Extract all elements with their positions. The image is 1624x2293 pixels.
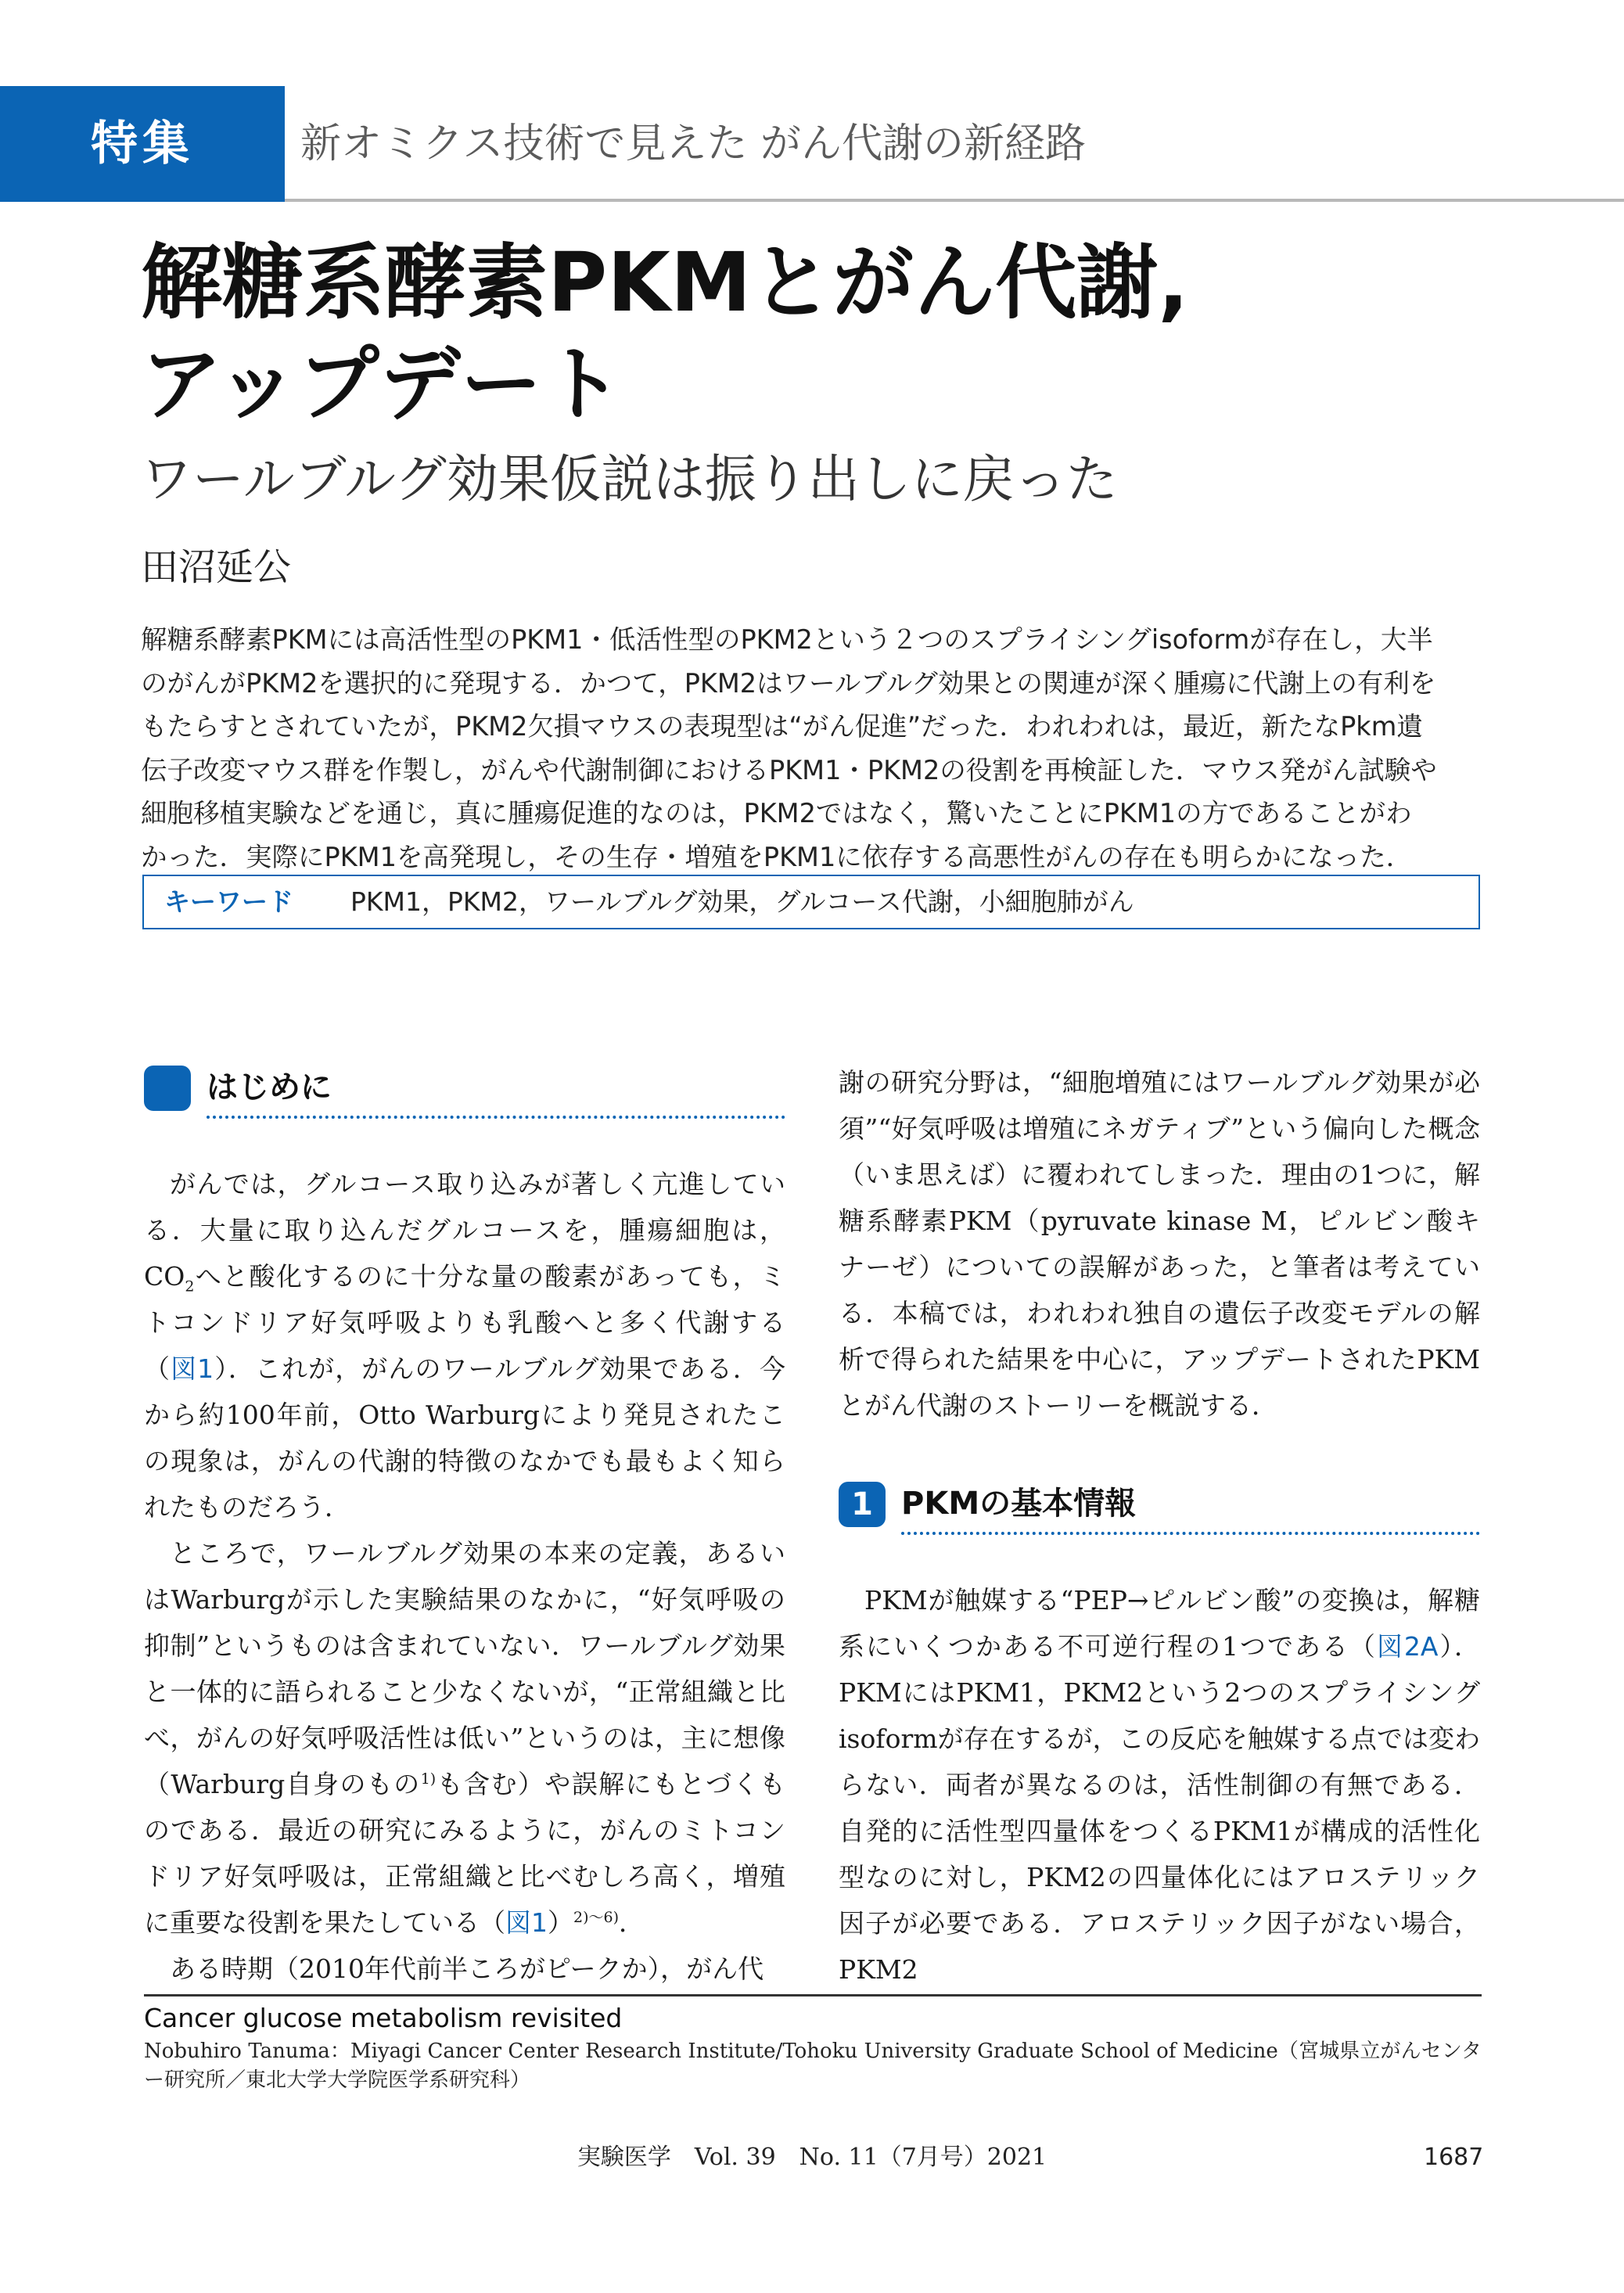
section-title-1: PKMの基本情報 — [901, 1486, 1137, 1522]
keywords-text: PKM1，PKM2，ワールブルグ効果，グルコース代謝，小細胞肺がん — [350, 886, 1134, 917]
text-run: PKMが触媒する“PEP→ピルビン酸”の変換は，解糖系にいくつかある不可逆行程の1つである（ — [839, 1585, 1480, 1662]
abstract-line: 細胞移植実験などを通じ，真に腫瘍促進的なのは，PKM2ではなく，驚いたことにPKM1の方であることがわ — [141, 798, 1412, 828]
article-title — [141, 232, 1518, 435]
section-spacer — [839, 1429, 1480, 1475]
intro-paragraph-3: ある時期（2010年代前半ころがピークか），がん代 — [170, 1953, 764, 1984]
right-column — [839, 1059, 1480, 1993]
feature-tag: 特集 — [0, 86, 285, 202]
footer-divider — [144, 1994, 1482, 1996]
section-dotted-rule — [901, 1532, 1480, 1535]
abstract — [141, 618, 1485, 879]
feature-divider — [285, 199, 1624, 202]
page-number: 1687 — [1424, 2144, 1484, 2171]
abstract-line: かった．実際にPKM1を高発現し，その生存・増殖をPKM1に依存する高悪性がんの存在も明らかになった． — [141, 841, 1413, 872]
figure-1-link[interactable]: 図1 — [505, 1907, 548, 1938]
citation-ref[interactable]: 1) — [420, 1770, 437, 1788]
abstract-line: 解糖系酵素PKMには高活性型のPKM1・低活性型のPKM2という２つのスプライシングisoformが存在し，大半 — [141, 624, 1433, 655]
citation-ref[interactable]: 2)～6) — [573, 1909, 620, 1926]
article-title-line-1: 解糖系酵素PKMとがん代謝, — [141, 235, 1189, 330]
text-run: ） — [548, 1907, 573, 1938]
section-heading-1 — [839, 1475, 1480, 1543]
intro-paragraph-2 — [144, 1530, 785, 1946]
author-affiliation: Nobuhiro Tanuma：Miyagi Cancer Center Research Institute/Tohoku University Graduate School of Medicine（宮城県立がんセンター研究所／東北大学大学院医学系研究科） — [144, 2040, 1482, 2092]
text-run: へと酸化するのに十分な量の酸素があっても，ミトコンドリア好気呼吸よりも乳酸へと多く代謝する（ — [144, 1261, 785, 1384]
abstract-line: 伝子改変マウス群を作製し，がんや代謝制御におけるPKM1・PKM2の役割を再検証した．マウス発がん試験や — [141, 754, 1437, 785]
abstract-line: もたらすとされていたが，PKM2欠損マウスの表現型は“がん促進”だった．われわれは，最近，新たなPkm遺 — [141, 711, 1423, 742]
text-run: ）．PKMにはPKM1，PKM2という2つのスプライシングisoformが存在するが，この反応を触媒する点では変わらない．両者が異なるのは，活性制御の有無である．自発的に活性型四量体をつくるPKM1が構成的活性化型なのに対し，PKM2の四量体化にはアロステリック因子が必要である．アロステリック因子がない場合，PKM2 — [839, 1631, 1481, 1985]
left-column — [144, 1059, 785, 1992]
english-title: Cancer glucose metabolism revisited — [144, 2003, 623, 2033]
abstract-line: のがんがPKM2を選択的に発現する．かつて，PKM2はワールブルグ効果との関連が深く腫瘍に代謝上の有利を — [141, 667, 1436, 699]
keywords-label: キーワード — [164, 886, 293, 917]
subscript: 2 — [185, 1278, 195, 1296]
text-run: も含む）や誤解にもとづくものである．最近の研究にみるように，がんのミトコンドリア好気呼吸は，正常組織と比べむしろ高く，増殖に重要な役割を果たしている（ — [144, 1769, 785, 1938]
figure-2a-link[interactable]: 図2A — [1376, 1631, 1439, 1662]
feature-header — [0, 86, 1624, 202]
text-run: がんでは，グルコース取り込みが著しく亢進している．大量に取り込んだグルコースを，腫瘍細胞は，CO — [144, 1169, 785, 1292]
article-title-line-2: アップデート — [141, 336, 623, 432]
text-run: ところで，ワールブルグ効果の本来の定義，あるいはWarburgが示した実験結果のなかに，“好気呼吸の抑制”というものは含まれていない．ワールブルグ効果と一体的に語られること少なくないが，“正常組織と比べ，がんの好気呼吸活性は低い”というのは，主に想像（Warburg自身のもの — [144, 1538, 785, 1799]
article-subtitle: ワールブルグ効果仮説は振り出しに戻った — [141, 449, 1118, 509]
keywords-box — [142, 875, 1480, 929]
section-square-icon — [144, 1066, 191, 1111]
feature-title: 新オミクス技術で見えた がん代謝の新経路 — [300, 120, 1087, 167]
text-run: ． — [619, 1907, 645, 1938]
section-1-paragraph-1 — [839, 1577, 1480, 1993]
section-dotted-rule — [207, 1116, 785, 1119]
author-name: 田沼延公 — [141, 545, 292, 589]
section-title-intro: はじめに — [207, 1069, 332, 1105]
intro-paragraph-1 — [144, 1161, 785, 1530]
intro-paragraph-3-continued: 謝の研究分野は，“細胞増殖にはワールブルグ効果が必須”“好気呼吸は増殖にネガティブ”という偏向した概念（いま思えば）に覆われてしまった．理由の1つに，解糖系酵素PKM（pyruvate kinase M，ピルビン酸キナーゼ）についての誤解があった，と筆者は考えている．本稿では，われわれ独自の遺伝子改変モデルの解析で得られた結果を中心に，アップデートされたPKMとがん代謝のストーリーを概説する． — [839, 1067, 1480, 1421]
journal-citation: 実験医学 Vol. 39 No. 11（7月号）2021 — [577, 2144, 1047, 2171]
text-run: ）．これが，がんのワールブルグ効果である．今から約100年前，Otto Warburgにより発見されたこの現象は，がんの代謝的特徴のなかでも最もよく知られたものだろう． — [144, 1353, 785, 1522]
figure-1-link[interactable]: 図1 — [171, 1353, 214, 1384]
section-number-badge: 1 — [839, 1482, 886, 1527]
section-heading-intro — [144, 1059, 785, 1127]
